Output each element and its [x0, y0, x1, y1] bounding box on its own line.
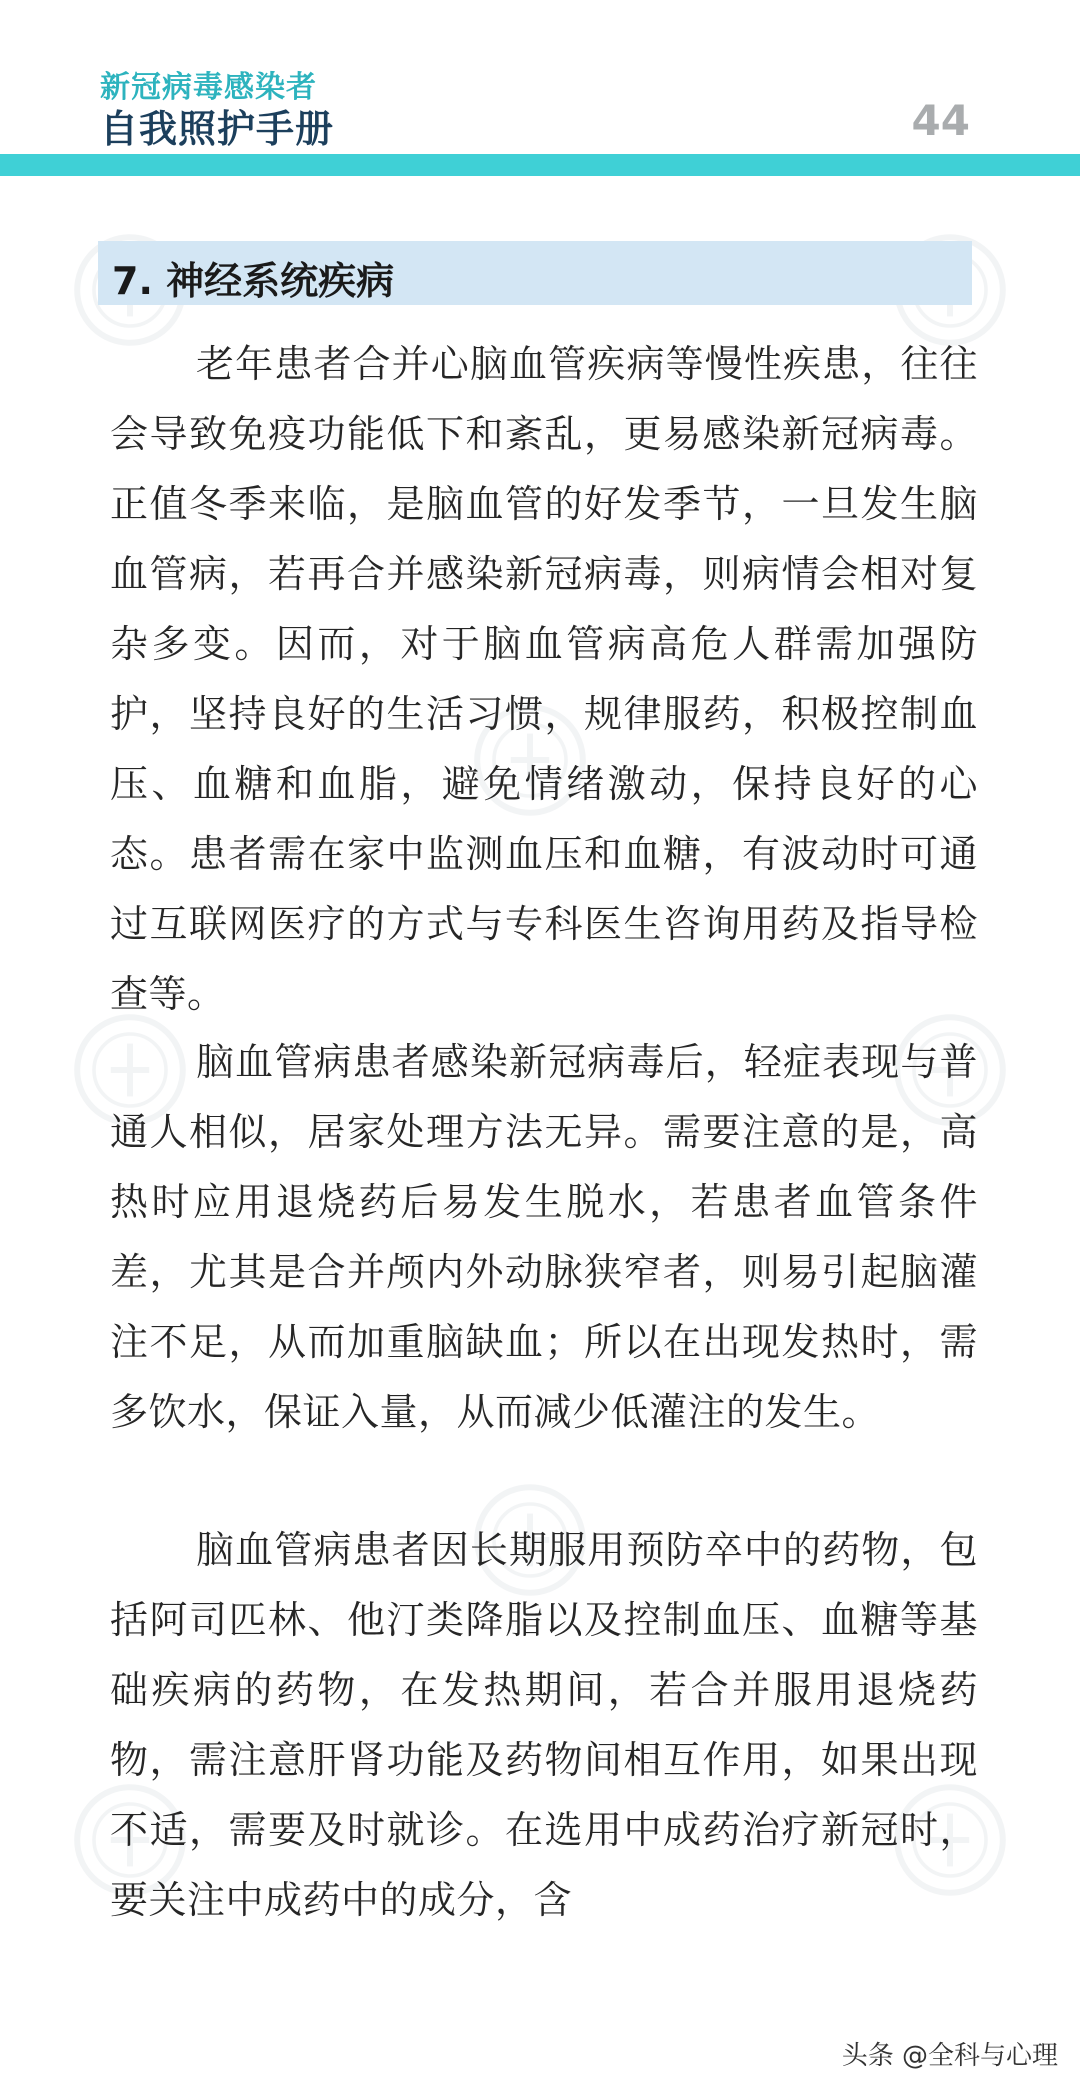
- page-number: 44: [911, 96, 970, 145]
- document-header: [0, 0, 1080, 168]
- manual-title-line1: 新冠病毒感染者: [100, 70, 317, 105]
- body-paragraph: 脑血管病患者感染新冠病毒后，轻症表现与普通人相似，居家处理方法无异。需要注意的是，高热时应用退烧药后易发生脱水，若患者血管条件差，尤其是合并颅内外动脉狭窄者，则易引起脑灌注不足，从而加重脑缺血；所以在出现发热时，需多饮水，保证入量，从而减少低灌注的发生。: [110, 1040, 978, 1434]
- manual-title-line2: 自我照护手册: [100, 107, 335, 151]
- section-heading: 7. 神经系统疾病: [112, 259, 395, 303]
- body-paragraph: 老年患者合并心脑血管疾病等慢性疾患，往往会导致免疫功能低下和紊乱，更易感染新冠病毒。正值冬季来临，是脑血管的好发季节，一旦发生脑血管病，若再合并感染新冠病毒，则病情会相对复杂多变。因而，对于脑血管病高危人群需加强防护，坚持良好的生活习惯，规律服药，积极控制血压、血糖和血脂，避免情绪激动，保持良好的心态。患者需在家中监测血压和血糖，有波动时可通过互联网医疗的方式与专科医生咨询用药及指导检查等。: [110, 342, 978, 1016]
- source-credit: 头条 @全科与心理: [841, 2041, 1058, 2071]
- body-paragraph: 脑血管病患者因长期服用预防卒中的药物，包括阿司匹林、他汀类降脂以及控制血压、血糖等基础疾病的药物，在发热期间，若合并服用退烧药物，需注意肝肾功能及药物间相互作用，如果出现不适，需要及时就诊。在选用中成药治疗新冠时，要关注中成药中的成分，含: [110, 1528, 978, 1922]
- section-heading-bar: [98, 241, 972, 305]
- header-accent-bar: [0, 154, 1080, 176]
